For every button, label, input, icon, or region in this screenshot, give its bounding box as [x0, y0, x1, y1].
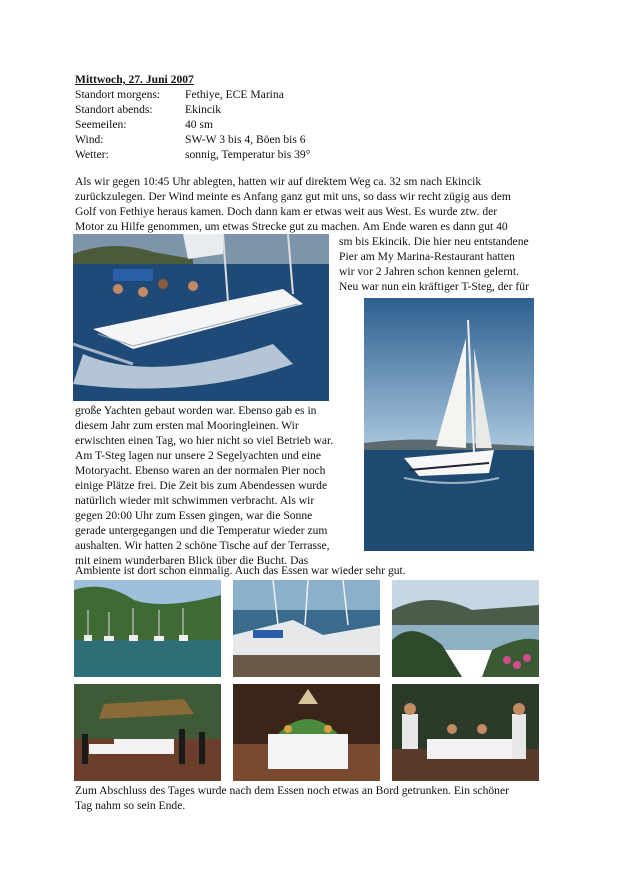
fact-value: sonnig, Temperatur bis 39° [185, 148, 311, 161]
body-line: gerade untergegangen und die Temperatur wieder zum [75, 524, 328, 537]
body-line: Motoryacht. Ebenso waren an der normalen Pier noch [75, 464, 326, 477]
body-line: Am T-Steg lagen nur unsere 2 Segelyachten und eine [75, 449, 321, 462]
fact-value: Ekincik [185, 103, 222, 116]
fact-value: 40 sm [185, 118, 214, 131]
body-line: diesem Jahr zum ersten mal Mooringleinen. Wir [75, 419, 299, 432]
body-line: aushalten. Wir hatten 2 schöne Tische auf der Terrasse, [75, 539, 330, 552]
photo-bay-boats [74, 580, 221, 677]
fact-value: Fethiye, ECE Marina [185, 88, 284, 101]
body-line: Neu war nun ein kräftiger T-Steg, der für [339, 280, 529, 293]
photo-buffet [233, 684, 380, 781]
body-line: Golf von Fethiye heraus kamen. Doch dann kam er etwas weit aus West. Es wurde ztw. der [75, 205, 498, 218]
fact-label: Standort abends: [75, 103, 153, 116]
closing-line: Zum Abschluss des Tages wurde nach dem Essen noch etwas an Bord getrunken. Ein schöner [75, 784, 509, 797]
body-line: Motor zu Hilfe genommen, um etwas Strecke gut zu machen. Am Ende waren es dann gut 40 [75, 220, 508, 233]
body-line: Als wir gegen 10:45 Uhr ablegten, hatten wir auf direktem Weg ca. 32 sm nach Ekincik [75, 175, 482, 188]
fact-value: SW-W 3 bis 4, Böen bis 6 [185, 133, 306, 146]
body-line: gegen 20:00 Uhr zum Essen gingen, war die Sonne [75, 509, 313, 522]
photo-yacht-crew [73, 234, 329, 401]
page-title: Mittwoch, 27. Juni 2007 [75, 73, 194, 86]
photo-dinner-guests [392, 684, 539, 781]
body-line: erwischten einen Tag, wo hier nicht so viel Betrieb war. [75, 434, 334, 447]
body-line: Ambiente ist dort schon einmalig. Auch das Essen war wieder sehr gut. [75, 564, 406, 577]
body-line: sm bis Ekincik. Die hier neu entstandene [339, 235, 529, 248]
fact-label: Standort morgens: [75, 88, 161, 101]
body-line: große Yachten gebaut worden war. Ebenso gab es in [75, 404, 317, 417]
fact-label: Wetter: [75, 148, 109, 161]
fact-label: Wind: [75, 133, 104, 146]
closing-line: Tag nahm so sein Ende. [75, 799, 186, 812]
body-line: zurückzulegen. Der Wind meinte es Anfang ganz gut mit uns, so dass wir recht zügig aus dem [75, 190, 511, 203]
body-line: natürlich wieder mit schwimmen verbracht. Als wir [75, 494, 315, 507]
fact-label: Seemeilen: [75, 118, 127, 131]
photo-restaurant-terrace [74, 684, 221, 781]
body-line: einige Plätze frei. Die Zeit bis zum Abendessen wurde [75, 479, 328, 492]
photo-bay-evening [392, 580, 539, 677]
body-line: wir vor 2 Jahren schon kennen gelernt. [339, 265, 519, 278]
body-line: Pier am My Marina-Restaurant hatten [339, 250, 515, 263]
body-line: mit einem wunderbaren Blick über die Bucht. Das [75, 554, 309, 567]
photo-yacht-sail [364, 298, 534, 551]
photo-yachts-pier [233, 580, 380, 677]
